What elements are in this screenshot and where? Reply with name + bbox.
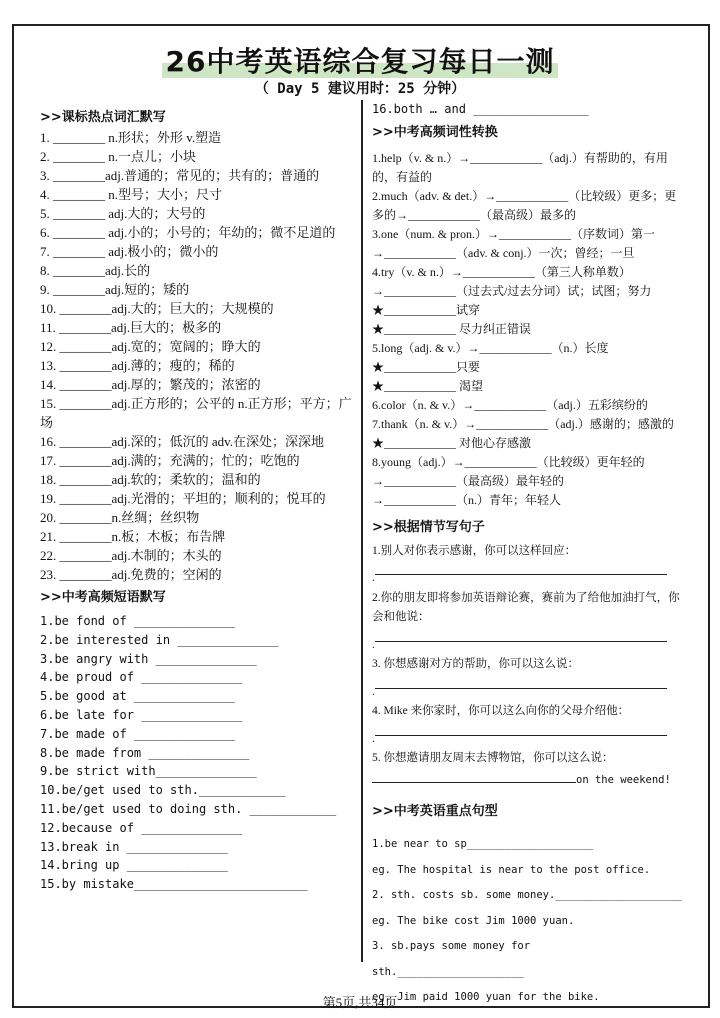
- phrase-item: 16.both … and ________________: [372, 102, 589, 116]
- wordform-item: 5.long（adj. & v.）→____________（n.）长度: [372, 340, 609, 355]
- sentence-example: eg. Jim paid 1000 yuan for the bike.: [372, 991, 600, 1004]
- vocab-item: 9. ________adj.短的；矮的: [40, 282, 190, 297]
- phrase-item: 12.because of ______________: [40, 820, 243, 835]
- wordform-item: →____________（n.）青年；年轻人: [372, 492, 562, 507]
- vocab-item: 3. ________adj.普通的；常见的；共有的；普通的: [40, 168, 320, 183]
- column-divider: [361, 100, 363, 962]
- right-column: [372, 100, 684, 1011]
- situation-question: 2.你的朋友即将参加英语辩论赛，赛前为了给他加油打气，你会和他说：: [372, 591, 680, 624]
- wordform-item: 4.try（v. & n.）→____________（第三人称单数）→____________（过去式/过去分词）试；试图；努力: [372, 264, 652, 298]
- sentence-item: 1.be near to sp____________________: [372, 838, 594, 851]
- wordform-item: 3.one（num. & pron.）→____________（序数词）第一→____________（adv. & conj.）一次；曾经；一旦: [372, 226, 655, 260]
- answer-line[interactable]: .: [372, 675, 684, 703]
- wordform-item: ★____________ 对他心存感激: [372, 435, 532, 450]
- vocab-item: 1. ________ n.形状；外形 v.塑造: [40, 130, 222, 145]
- sentence-item: 2. sth. costs sb. some money.____________________: [372, 889, 682, 902]
- answer-line[interactable]: on the weekend!: [372, 769, 684, 791]
- page-title: 26中考英语综合复习每日一测: [0, 40, 720, 80]
- phrases-heading: >>中考高频短语默写: [40, 590, 166, 605]
- vocab-item: 11. ________adj.巨大的；极多的: [40, 320, 222, 335]
- vocab-item: 13. ________adj.薄的；瘦的；稀的: [40, 358, 235, 373]
- vocab-item: 16. ________adj.深的；低沉的 adv.在深处；深深地: [40, 434, 325, 449]
- vocab-item: 17. ________adj.满的；充满的；忙的；吃饱的: [40, 453, 300, 468]
- phrase-item: 1.be fond of ______________: [40, 614, 236, 628]
- vocab-item: 15. ________adj.正方形的；公平的 n.正方形；平方；广场: [40, 396, 352, 430]
- sentence-item: 3. sb.pays some money for sth.____________________: [372, 940, 531, 978]
- page-footer: 第5页,共34页: [322, 995, 398, 1010]
- wordform-heading: >>中考高频词性转换: [372, 124, 498, 140]
- vocab-item: 20. ________n.丝绸；丝织物: [40, 510, 200, 525]
- wordform-item: ★____________ 尽力纠正错误: [372, 321, 532, 336]
- vocab-item: 7. ________ adj.极小的；微小的: [40, 244, 219, 259]
- situation-question: 3. 你想感谢对方的帮助，你可以这么说：: [372, 658, 579, 671]
- vocab-item: 2. ________ n.一点儿；小块: [40, 149, 197, 164]
- phrase-item: 2.be interested in ______________: [40, 632, 279, 647]
- wordform-item: ★____________ 渴望: [372, 378, 484, 393]
- phrase-item: 9.be strict with______________: [40, 764, 257, 779]
- phrase-item: 11.be/get used to doing sth. ____________: [40, 801, 337, 816]
- phrase-item: 15.by mistake________________________: [40, 877, 308, 892]
- situation-question: 1.别人对你表示感谢，你可以这样回应：: [372, 544, 577, 557]
- vocab-heading: >>课标热点词汇默写: [40, 110, 166, 125]
- sentence-example: eg. The hospital is near to the post office.: [372, 863, 651, 876]
- phrase-item: 10.be/get used to sth.____________: [40, 783, 286, 798]
- left-column: [40, 108, 352, 894]
- phrase-item: 14.bring up ______________: [40, 858, 228, 873]
- vocab-item: 21. ________n.板；木板；布告牌: [40, 529, 226, 544]
- situation-heading: >>根据情节写句子: [372, 519, 485, 535]
- answer-line[interactable]: .: [372, 561, 684, 589]
- vocab-item: 18. ________adj.软的；柔软的；温和的: [40, 472, 261, 487]
- vocab-item: 10. ________adj.大的；巨大的；大规模的: [40, 301, 274, 316]
- sentence-example: eg. The bike cost Jim 1000 yuan.: [372, 914, 575, 927]
- answer-line[interactable]: .: [372, 628, 684, 656]
- vocab-item: 19. ________adj.光滑的；平坦的；顺利的；悦耳的: [40, 491, 326, 506]
- vocab-item: 5. ________ adj.大的；大号的: [40, 206, 206, 221]
- phrase-item: 5.be good at ______________: [40, 689, 236, 704]
- phrase-item: 8.be made from ______________: [40, 745, 250, 760]
- phrase-item: 7.be made of ______________: [40, 726, 236, 741]
- sentences-heading: >>中考英语重点句型: [372, 804, 498, 820]
- wordform-item: 7.thank（n. & v.）→____________（adj.）感谢的；感激的: [372, 416, 674, 431]
- wordform-item: 1.help（v. & n.）→____________（adj.）有帮助的，有用的，有益的: [372, 150, 668, 184]
- answer-line[interactable]: .: [372, 722, 684, 750]
- vocab-item: 12. ________adj.宽的；宽阔的；睁大的: [40, 339, 261, 354]
- phrase-item: 4.be proud of ______________: [40, 670, 243, 685]
- phrase-item: 3.be angry with ______________: [40, 651, 257, 666]
- vocab-item: 14. ________adj.厚的；繁茂的；浓密的: [40, 377, 261, 392]
- wordform-item: 2.much（adv. & det.）→____________（比较级）更多；更多的→____________（最高级）最多的: [372, 188, 677, 222]
- vocab-item: 4. ________ n.型号；大小；尺寸: [40, 187, 223, 202]
- phrase-item: 6.be late for ______________: [40, 707, 243, 722]
- situation-question: 4. Mike 来你家时，你可以这么向你的父母介绍他：: [372, 705, 630, 718]
- vocab-item: 23. ________adj.免费的；空闲的: [40, 567, 222, 582]
- wordform-item: 8.young（adj.）→____________（比较级）更年轻的→____________（最高级）最年轻的: [372, 454, 645, 488]
- vocab-item: 8. ________adj.长的: [40, 263, 151, 278]
- phrase-item: 13.break in ______________: [40, 839, 228, 854]
- wordform-item: 6.color（n. & v.）→____________（adj.）五彩缤纷的: [372, 397, 648, 412]
- situation-question: 5. 你想邀请朋友周末去博物馆，你可以这么说：: [372, 752, 614, 765]
- wordform-item: ★____________只要: [372, 359, 481, 374]
- wordform-item: ★____________试穿: [372, 302, 481, 317]
- page-subtitle: （ Day 5 建议用时：25 分钟）: [254, 81, 466, 97]
- vocab-item: 22. ________adj.木制的；木头的: [40, 548, 222, 563]
- vocab-item: 6. ________ adj.小的；小号的；年幼的；微不足道的: [40, 225, 336, 240]
